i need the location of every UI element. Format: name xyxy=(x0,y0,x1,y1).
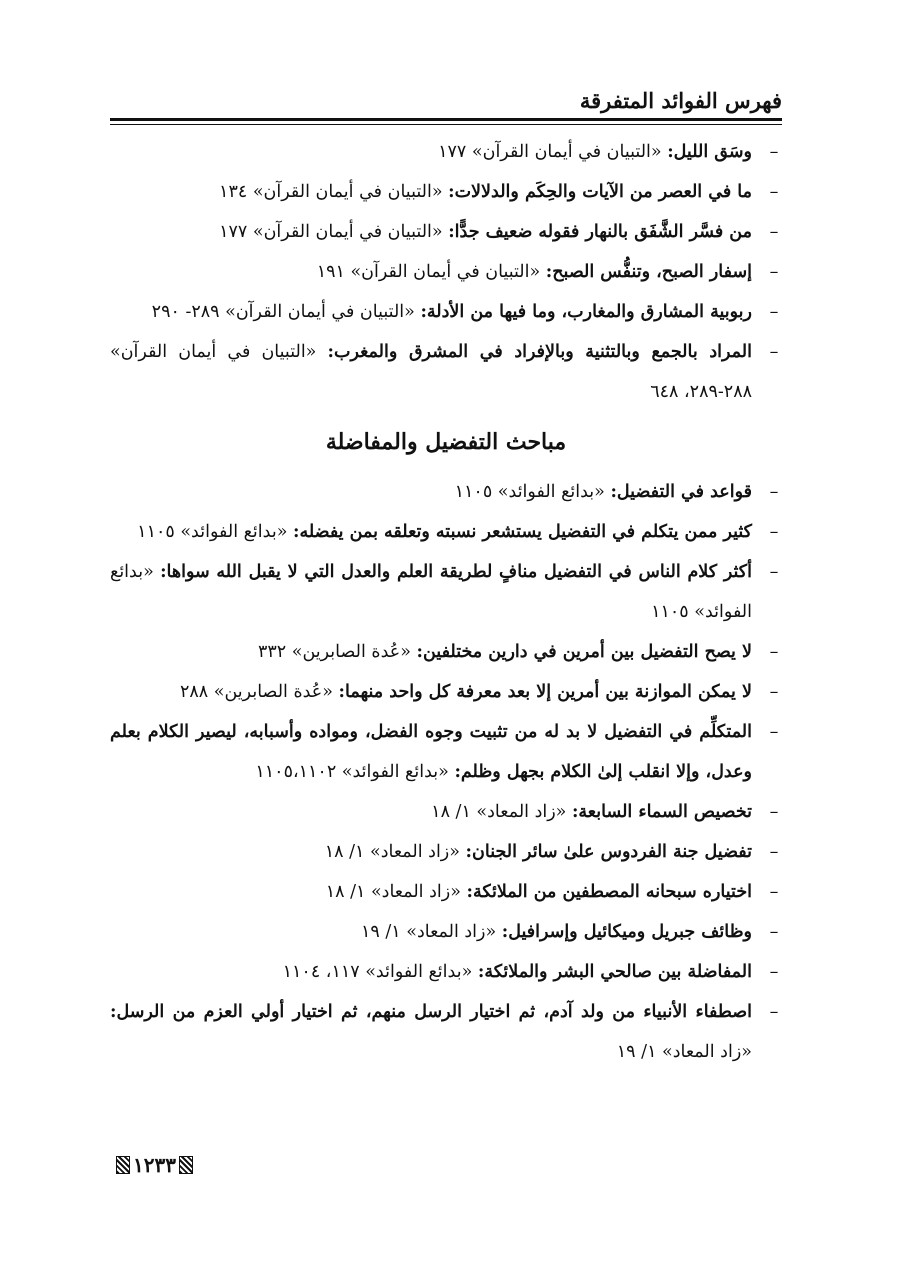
index-entry xyxy=(110,672,782,712)
entry-topic: من فسَّر الشَّفَق بالنهار فقوله ضعيف جدًّا: xyxy=(448,222,752,242)
entry-topic: لا يصح التفضيل بين أمرين في دارين مختلفين: xyxy=(416,642,752,662)
entry-topic: قواعد في التفضيل: xyxy=(610,482,752,502)
entry-reference: «زاد المعاد» ١/ ١٩ xyxy=(360,922,497,942)
entry-topic: ربوبية المشارق والمغارب، وما فيها من الأدلة: xyxy=(420,302,752,322)
index-entry xyxy=(110,952,782,992)
entry-reference: «بدائع الفوائد» ١١٠٥،١١٠٢ xyxy=(255,762,449,782)
entry-dash: – xyxy=(769,302,779,322)
index-page xyxy=(110,80,782,1200)
entry-reference: «التبيان في أيمان القرآن» ٢٨٩- ٢٩٠ xyxy=(151,302,415,322)
index-entry xyxy=(110,512,782,552)
running-header-title: فهرس الفوائد المتفرقة xyxy=(579,88,782,113)
header-rule-thin xyxy=(110,124,782,125)
index-entry xyxy=(110,172,782,212)
index-entry xyxy=(110,292,782,332)
header-rule-thick xyxy=(110,118,782,121)
entry-topic: تخصيص السماء السابعة: xyxy=(571,802,752,822)
entry-reference: «التبيان في أيمان القرآن» ٢٨٨-٢٨٩، ٦٤٨ xyxy=(110,342,752,402)
index-entry xyxy=(110,472,782,512)
entry-topic: إسفار الصبح، وتنفُّس الصبح: xyxy=(545,262,752,282)
entry-topic: لا يمكن الموازنة بين أمرين إلا بعد معرفة كل واحد منهما: xyxy=(338,682,752,702)
entry-reference: «بدائع الفوائد» ١١٠٥ xyxy=(454,482,605,502)
entry-topic: وسَق الليل: xyxy=(667,142,752,162)
entry-topic: كثير ممن يتكلم في التفضيل يستشعر نسبته وتعلقه بمن يفضله: xyxy=(293,522,752,542)
entry-reference: «بدائع الفوائد» ١١٠٥ xyxy=(137,522,288,542)
entry-dash: – xyxy=(769,522,779,542)
index-entry xyxy=(110,712,782,792)
entry-dash: – xyxy=(769,1002,779,1022)
entry-topic: وظائف جبريل وميكائيل وإسرافيل: xyxy=(501,922,752,942)
index-entry xyxy=(110,832,782,872)
entry-dash: – xyxy=(769,682,779,702)
entry-dash: – xyxy=(769,342,779,362)
entry-topic: اصطفاء الأنبياء من ولد آدم، ثم اختيار الرسل منهم، ثم اختيار أولي العزم من الرسل: xyxy=(110,1002,752,1022)
entry-reference: «التبيان في أيمان القرآن» ١٣٤ xyxy=(219,182,443,202)
entry-dash: – xyxy=(769,802,779,822)
index-entry xyxy=(110,912,782,952)
entry-reference: «عُدة الصابرين» ٣٣٢ xyxy=(257,642,411,662)
index-entries xyxy=(110,132,782,1072)
entry-topic: تفضيل جنة الفردوس علىٰ سائر الجنان: xyxy=(465,842,752,862)
index-entry xyxy=(110,132,782,172)
index-entry xyxy=(110,252,782,292)
entry-dash: – xyxy=(769,482,779,502)
index-entry xyxy=(110,792,782,832)
index-entry xyxy=(110,332,782,412)
entry-dash: – xyxy=(769,182,779,202)
entry-reference: «التبيان في أيمان القرآن» ١٧٧ xyxy=(219,222,443,242)
entry-topic: المراد بالجمع وبالتثنية وبالإفراد في المشرق والمغرب: xyxy=(327,342,752,362)
entry-dash: – xyxy=(769,562,779,582)
page-number xyxy=(116,1152,193,1178)
entry-dash: – xyxy=(769,882,779,902)
index-entry xyxy=(110,992,782,1072)
entry-topic: اختياره سبحانه المصطفين من الملائكة: xyxy=(466,882,752,902)
ornament-icon xyxy=(116,1156,130,1174)
entry-topic: ما في العصر من الآيات والحِكَم والدلالات: xyxy=(448,182,752,202)
index-entry xyxy=(110,212,782,252)
entry-topic: المتكلِّم في التفضيل لا بد له من تثبيت وجوه الفضل، ومواده وأسبابه، ليصير الكلام بعلم وعدل، وإلا انقلب إلىٰ الكلام بجهل وظلم: xyxy=(110,722,752,782)
page-number-text: ١٢٣٣ xyxy=(133,1153,176,1177)
entry-dash: – xyxy=(769,962,779,982)
entry-topic: المفاضلة بين صالحي البشر والملائكة: xyxy=(477,962,752,982)
section-heading: مباحث التفضيل والمفاضلة xyxy=(325,429,567,455)
ornament-icon xyxy=(179,1156,193,1174)
entry-dash: – xyxy=(769,142,779,162)
entry-reference: «بدائع الفوائد» ١١٠٥ xyxy=(110,562,752,622)
index-entry xyxy=(110,632,782,672)
entry-reference: «زاد المعاد» ١/ ١٩ xyxy=(616,1042,752,1062)
entry-dash: – xyxy=(769,922,779,942)
index-entry xyxy=(110,872,782,912)
entry-dash: – xyxy=(769,222,779,242)
entry-reference: «زاد المعاد» ١/ ١٨ xyxy=(431,802,567,822)
entry-reference: «بدائع الفوائد» ١١٧، ١١٠٤ xyxy=(282,962,473,982)
index-entry xyxy=(110,552,782,632)
entry-reference: «التبيان في أيمان القرآن» ١٩١ xyxy=(316,262,541,282)
entry-reference: «التبيان في أيمان القرآن» ١٧٧ xyxy=(438,142,662,162)
entry-topic: أكثر كلام الناس في التفضيل منافٍ لطريقة العلم والعدل التي لا يقبل الله سواها: xyxy=(160,562,752,582)
entry-reference: «زاد المعاد» ١/ ١٨ xyxy=(325,882,461,902)
entry-dash: – xyxy=(769,262,779,282)
entry-reference: «زاد المعاد» ١/ ١٨ xyxy=(324,842,460,862)
entry-reference: «عُدة الصابرين» ٢٨٨ xyxy=(180,682,333,702)
entry-dash: – xyxy=(769,842,779,862)
entry-dash: – xyxy=(769,722,779,742)
entry-dash: – xyxy=(769,642,779,662)
